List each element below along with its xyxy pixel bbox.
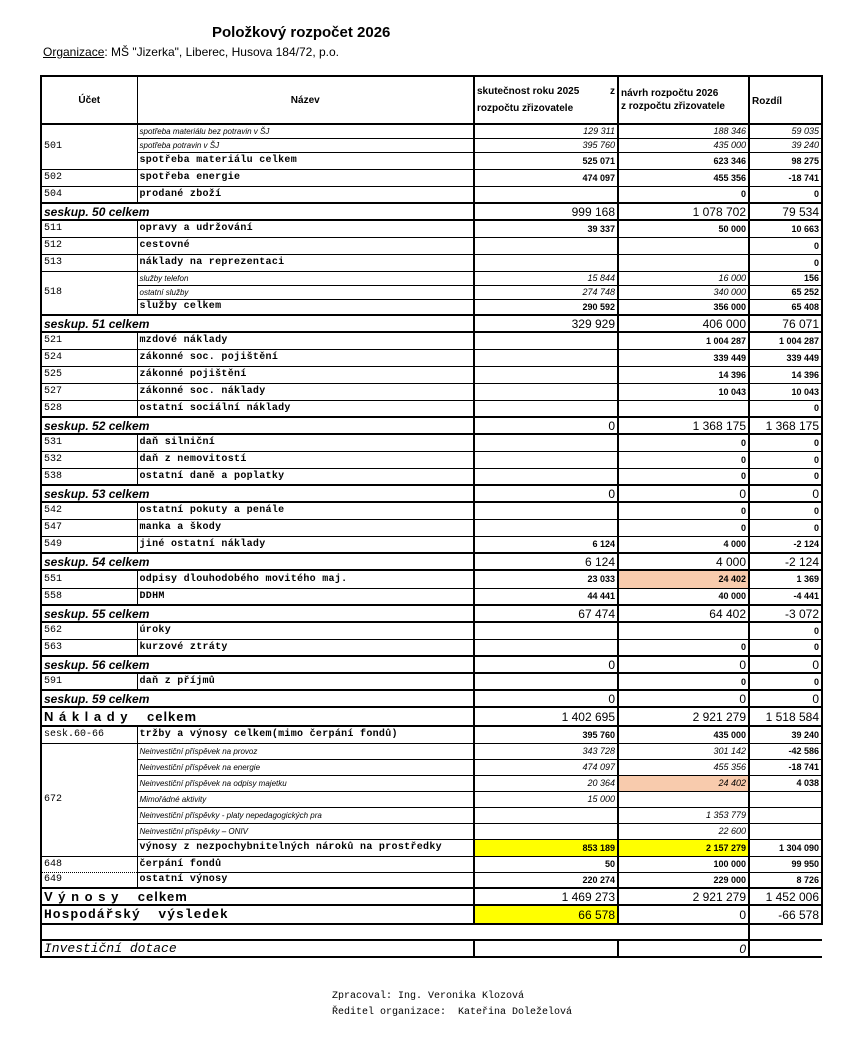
proposal-value: 455 356 <box>618 759 749 775</box>
subtotal-label: seskup. 55 celkem <box>41 605 474 622</box>
subtotal-label: seskup. 59 celkem <box>41 690 474 707</box>
difference-value: 339 449 <box>749 349 822 366</box>
difference-value: 0 <box>749 254 822 271</box>
proposal-value: 22 600 <box>618 823 749 839</box>
actual-value <box>474 502 618 519</box>
header-account: Účet <box>41 76 137 124</box>
proposal-value: 14 396 <box>618 366 749 383</box>
subtotal-label: seskup. 54 celkem <box>41 553 474 570</box>
item-name: tržby a výnosy celkem(mimo čerpání fondů) <box>137 726 474 743</box>
organization-label: Organizace <box>43 45 105 59</box>
subtotal-label: seskup. 53 celkem <box>41 485 474 502</box>
header-proposal: návrh rozpočtu 2026 z rozpočtu zřizovatele <box>618 76 749 124</box>
table-row <box>41 271 822 285</box>
revenues-total-row <box>41 888 822 905</box>
account-cell: 521 <box>41 332 137 349</box>
difference-value: 79 534 <box>749 203 822 220</box>
difference-value <box>749 791 822 807</box>
table-row <box>41 622 822 639</box>
item-name: spotřeba potravin v ŠJ <box>137 138 474 152</box>
account-cell: 511 <box>41 220 137 237</box>
difference-value: 99 950 <box>749 856 822 872</box>
actual-value <box>474 237 618 254</box>
proposal-value: 4 000 <box>618 536 749 553</box>
table-row <box>41 434 822 451</box>
proposal-value: 435 000 <box>618 726 749 743</box>
costs-total-row <box>41 707 822 726</box>
proposal-value <box>618 791 749 807</box>
table-row <box>41 743 822 759</box>
proposal-value: 1 078 702 <box>618 203 749 220</box>
item-name: DDHM <box>137 588 474 605</box>
table-header <box>41 76 822 124</box>
header-name: Název <box>137 76 474 124</box>
table-row <box>41 220 822 237</box>
item-name: mzdové náklady <box>137 332 474 349</box>
difference-value: 0 <box>749 690 822 707</box>
proposal-value: 229 000 <box>618 872 749 888</box>
account-cell: 542 <box>41 502 137 519</box>
actual-value: 525 071 <box>474 152 618 169</box>
table-row <box>41 502 822 519</box>
item-name: úroky <box>137 622 474 639</box>
difference-value: -66 578 <box>749 905 822 924</box>
item-name: zákonné pojištění <box>137 366 474 383</box>
proposal-value: 188 346 <box>618 124 749 138</box>
table-row <box>41 400 822 417</box>
proposal-value: 0 <box>618 519 749 536</box>
difference-value: 0 <box>749 485 822 502</box>
proposal-value: 1 004 287 <box>618 332 749 349</box>
difference-value: 76 071 <box>749 315 822 332</box>
budget-table <box>40 75 823 958</box>
header-difference: Rozdíl <box>749 76 822 124</box>
actual-value <box>474 468 618 485</box>
table-row <box>41 536 822 553</box>
item-name: Neinvestiční příspěvky – ONIV <box>137 823 474 839</box>
item-name: Neinvestiční příspěvek na energie <box>137 759 474 775</box>
actual-value: 474 097 <box>474 169 618 186</box>
actual-value <box>474 519 618 536</box>
proposal-value: 0 <box>618 690 749 707</box>
subtotal-label: seskup. 51 celkem <box>41 315 474 332</box>
difference-value: 0 <box>749 673 822 690</box>
difference-value: 10 043 <box>749 383 822 400</box>
actual-value: 1 469 273 <box>474 888 618 905</box>
prepared-by: Zpracoval: Ing. Veronika Klozová <box>332 991 525 1002</box>
item-name: zákonné soc. náklady <box>137 383 474 400</box>
table-row <box>41 366 822 383</box>
difference-value: 0 <box>749 434 822 451</box>
actual-value: 15 844 <box>474 271 618 285</box>
actual-value: 6 124 <box>474 536 618 553</box>
account-cell: 648 <box>41 856 137 872</box>
proposal-value: 0 <box>618 502 749 519</box>
table-row <box>41 519 822 536</box>
actual-value <box>474 383 618 400</box>
proposal-value: 24 402 <box>618 775 749 791</box>
actual-value: 129 311 <box>474 124 618 138</box>
subtotal-row <box>41 553 822 570</box>
table-row <box>41 254 822 271</box>
table-row <box>41 383 822 400</box>
spacer-row <box>41 924 822 940</box>
actual-value: 343 728 <box>474 743 618 759</box>
account-cell: 532 <box>41 451 137 468</box>
proposal-value: 0 <box>618 451 749 468</box>
item-name: spotřeba materiálu celkem <box>137 152 474 169</box>
difference-value: 8 726 <box>749 872 822 888</box>
subtotal-row <box>41 417 822 434</box>
difference-value: -18 741 <box>749 759 822 775</box>
proposal-value: 0 <box>618 905 749 924</box>
proposal-value: 16 000 <box>618 271 749 285</box>
item-name: spotřeba energie <box>137 169 474 186</box>
table-row <box>41 759 822 775</box>
director: Ředitel organizace: Kateřina Doleželová <box>332 1007 573 1018</box>
difference-value: 1 304 090 <box>749 839 822 856</box>
account-cell: 672 <box>41 743 137 856</box>
difference-value: 0 <box>749 519 822 536</box>
page-title: Položkový rozpočet 2026 <box>212 24 391 41</box>
account-cell: 518 <box>41 271 137 315</box>
actual-value <box>474 332 618 349</box>
subtotal-label: seskup. 50 celkem <box>41 203 474 220</box>
item-name: výnosy z nezpochybnitelných nároků na prostředky <box>137 839 474 856</box>
item-name: odpisy dlouhodobého movitého maj. <box>137 570 474 588</box>
proposal-value: 435 000 <box>618 138 749 152</box>
table-row <box>41 299 822 315</box>
actual-value: 329 929 <box>474 315 618 332</box>
item-name: ostatní výnosy <box>137 872 474 888</box>
actual-value: 15 000 <box>474 791 618 807</box>
proposal-value: 0 <box>618 186 749 203</box>
item-name: kurzové ztráty <box>137 639 474 656</box>
difference-value: -2 124 <box>749 536 822 553</box>
item-name: manka a škody <box>137 519 474 536</box>
table-row <box>41 588 822 605</box>
proposal-value: 0 <box>618 434 749 451</box>
actual-value: 999 168 <box>474 203 618 220</box>
actual-value: 474 097 <box>474 759 618 775</box>
table-row <box>41 872 822 888</box>
table-row <box>41 673 822 690</box>
account-cell: 501 <box>41 124 137 169</box>
proposal-value: 1 368 175 <box>618 417 749 434</box>
account-cell: 558 <box>41 588 137 605</box>
difference-value: 65 408 <box>749 299 822 315</box>
difference-value: 0 <box>749 656 822 673</box>
item-name: ostatní pokuty a penále <box>137 502 474 519</box>
account-cell: 502 <box>41 169 137 186</box>
difference-value: -4 441 <box>749 588 822 605</box>
actual-value: 0 <box>474 485 618 502</box>
table-row <box>41 349 822 366</box>
difference-value <box>749 807 822 823</box>
actual-value <box>474 451 618 468</box>
actual-value <box>474 622 618 639</box>
difference-value: 4 038 <box>749 775 822 791</box>
account-cell: 524 <box>41 349 137 366</box>
table-row <box>41 823 822 839</box>
actual-value: 44 441 <box>474 588 618 605</box>
proposal-value: 10 043 <box>618 383 749 400</box>
proposal-value: 0 <box>618 656 749 673</box>
actual-value: 395 760 <box>474 138 618 152</box>
actual-value <box>474 186 618 203</box>
item-name: cestovné <box>137 237 474 254</box>
proposal-value: 40 000 <box>618 588 749 605</box>
proposal-value: 24 402 <box>618 570 749 588</box>
organization-line <box>43 45 339 59</box>
proposal-value: 1 353 779 <box>618 807 749 823</box>
actual-value: 853 189 <box>474 839 618 856</box>
proposal-value <box>618 622 749 639</box>
difference-value: 0 <box>749 639 822 656</box>
item-name: jiné ostatní náklady <box>137 536 474 553</box>
table-row <box>41 726 822 743</box>
actual-value <box>474 940 618 957</box>
subtotal-row <box>41 485 822 502</box>
actual-value: 50 <box>474 856 618 872</box>
item-name: služby celkem <box>137 299 474 315</box>
difference-value: 10 663 <box>749 220 822 237</box>
difference-value: 14 396 <box>749 366 822 383</box>
difference-value: -42 586 <box>749 743 822 759</box>
table-row <box>41 451 822 468</box>
difference-value: 59 035 <box>749 124 822 138</box>
proposal-value <box>618 400 749 417</box>
account-cell: 563 <box>41 639 137 656</box>
actual-value <box>474 254 618 271</box>
difference-value: 1 518 584 <box>749 707 822 726</box>
proposal-value: 2 921 279 <box>618 888 749 905</box>
item-name: čerpání fondů <box>137 856 474 872</box>
table-row <box>41 186 822 203</box>
actual-value: 290 592 <box>474 299 618 315</box>
result-row <box>41 905 822 924</box>
table-row <box>41 839 822 856</box>
difference-value <box>749 823 822 839</box>
result-label: Hospodářský výsledek <box>41 905 474 924</box>
account-cell: 547 <box>41 519 137 536</box>
difference-value: 1 369 <box>749 570 822 588</box>
actual-value <box>474 434 618 451</box>
difference-value: 0 <box>749 468 822 485</box>
difference-value: 1 452 006 <box>749 888 822 905</box>
proposal-value: 2 921 279 <box>618 707 749 726</box>
item-name: Mimořádné aktivity <box>137 791 474 807</box>
item-name: služby telefon <box>137 271 474 285</box>
difference-value: 0 <box>749 502 822 519</box>
actual-value <box>474 366 618 383</box>
difference-value: 1 004 287 <box>749 332 822 349</box>
account-cell: 551 <box>41 570 137 588</box>
difference-value: 0 <box>749 186 822 203</box>
difference-value: 0 <box>749 400 822 417</box>
difference-value: -2 124 <box>749 553 822 570</box>
item-name: daň silniční <box>137 434 474 451</box>
account-cell: 649 <box>41 872 137 888</box>
actual-value: 0 <box>474 417 618 434</box>
item-name: Neinvestiční příspěvek na odpisy majetku <box>137 775 474 791</box>
investment-label: Investiční dotace <box>41 940 474 957</box>
account-cell: 525 <box>41 366 137 383</box>
proposal-value: 0 <box>618 940 749 957</box>
actual-value: 0 <box>474 656 618 673</box>
table-row <box>41 152 822 169</box>
table-row <box>41 856 822 872</box>
proposal-value: 2 157 279 <box>618 839 749 856</box>
account-cell: 527 <box>41 383 137 400</box>
item-name: prodané zboží <box>137 186 474 203</box>
table-row <box>41 639 822 656</box>
subtotal-row <box>41 315 822 332</box>
table-row <box>41 791 822 807</box>
account-cell: sesk.60-66 <box>41 726 137 743</box>
actual-value: 274 748 <box>474 285 618 299</box>
header-actual: skutečnost roku 2025 z rozpočtu zřizovatele <box>474 76 618 124</box>
actual-value <box>474 349 618 366</box>
account-cell: 512 <box>41 237 137 254</box>
item-name: ostatní sociální náklady <box>137 400 474 417</box>
item-name: náklady na reprezentaci <box>137 254 474 271</box>
table-row <box>41 237 822 254</box>
account-cell: 549 <box>41 536 137 553</box>
actual-value: 0 <box>474 690 618 707</box>
table-row <box>41 332 822 349</box>
actual-value: 1 402 695 <box>474 707 618 726</box>
item-name: ostatní služby <box>137 285 474 299</box>
item-name: zákonné soc. pojištění <box>137 349 474 366</box>
subtotal-row <box>41 656 822 673</box>
difference-value: 98 275 <box>749 152 822 169</box>
revenues-total-label: V ý n o s y celkem <box>41 888 474 905</box>
account-cell: 562 <box>41 622 137 639</box>
proposal-value: 0 <box>618 485 749 502</box>
table-row <box>41 285 822 299</box>
item-name: Neinvestiční příspěvek na provoz <box>137 743 474 759</box>
subtotal-row <box>41 690 822 707</box>
proposal-value: 0 <box>618 673 749 690</box>
proposal-value: 406 000 <box>618 315 749 332</box>
proposal-value: 301 142 <box>618 743 749 759</box>
table-row <box>41 468 822 485</box>
difference-value: 0 <box>749 451 822 468</box>
difference-value: 1 368 175 <box>749 417 822 434</box>
table-row <box>41 124 822 138</box>
account-cell: 504 <box>41 186 137 203</box>
difference-value: -18 741 <box>749 169 822 186</box>
account-cell: 531 <box>41 434 137 451</box>
proposal-value: 356 000 <box>618 299 749 315</box>
actual-value <box>474 807 618 823</box>
organization-value: : MŠ "Jizerka", Liberec, Husova 184/72, p.o. <box>104 45 340 59</box>
proposal-value <box>618 237 749 254</box>
proposal-value: 455 356 <box>618 169 749 186</box>
actual-value: 23 033 <box>474 570 618 588</box>
account-cell: 591 <box>41 673 137 690</box>
actual-value: 395 760 <box>474 726 618 743</box>
actual-value: 20 364 <box>474 775 618 791</box>
actual-value: 6 124 <box>474 553 618 570</box>
subtotal-label: seskup. 52 celkem <box>41 417 474 434</box>
difference-value: 65 252 <box>749 285 822 299</box>
investment-row <box>41 940 822 957</box>
proposal-value: 50 000 <box>618 220 749 237</box>
subtotal-label: seskup. 56 celkem <box>41 656 474 673</box>
subtotal-row <box>41 203 822 220</box>
proposal-value: 64 402 <box>618 605 749 622</box>
difference-value: 0 <box>749 622 822 639</box>
proposal-value: 0 <box>618 468 749 485</box>
item-name: opravy a udržování <box>137 220 474 237</box>
actual-value: 220 274 <box>474 872 618 888</box>
proposal-value: 623 346 <box>618 152 749 169</box>
difference-value: 0 <box>749 237 822 254</box>
proposal-value: 4 000 <box>618 553 749 570</box>
costs-total-label: N á k l a d y celkem <box>41 707 474 726</box>
proposal-value: 340 000 <box>618 285 749 299</box>
table-row <box>41 138 822 152</box>
difference-value: 39 240 <box>749 726 822 743</box>
account-cell: 513 <box>41 254 137 271</box>
item-name: Neinvestiční příspěvky - platy nepedagogických pra <box>137 807 474 823</box>
item-name: daň z nemovitostí <box>137 451 474 468</box>
proposal-value <box>618 254 749 271</box>
item-name: daň z příjmů <box>137 673 474 690</box>
actual-value: 67 474 <box>474 605 618 622</box>
item-name: spotřeba materiálu bez potravin v ŠJ <box>137 124 474 138</box>
subtotal-row <box>41 605 822 622</box>
account-cell: 528 <box>41 400 137 417</box>
proposal-value: 100 000 <box>618 856 749 872</box>
difference-value: -3 072 <box>749 605 822 622</box>
actual-value: 39 337 <box>474 220 618 237</box>
actual-value <box>474 400 618 417</box>
table-row <box>41 775 822 791</box>
table-row <box>41 570 822 588</box>
actual-value <box>474 823 618 839</box>
table-row <box>41 169 822 186</box>
account-cell: 538 <box>41 468 137 485</box>
item-name: ostatní daně a poplatky <box>137 468 474 485</box>
difference-value: 39 240 <box>749 138 822 152</box>
actual-value <box>474 639 618 656</box>
proposal-value: 0 <box>618 639 749 656</box>
actual-value: 66 578 <box>474 905 618 924</box>
proposal-value: 339 449 <box>618 349 749 366</box>
table-row <box>41 807 822 823</box>
difference-value: 156 <box>749 271 822 285</box>
actual-value <box>474 673 618 690</box>
